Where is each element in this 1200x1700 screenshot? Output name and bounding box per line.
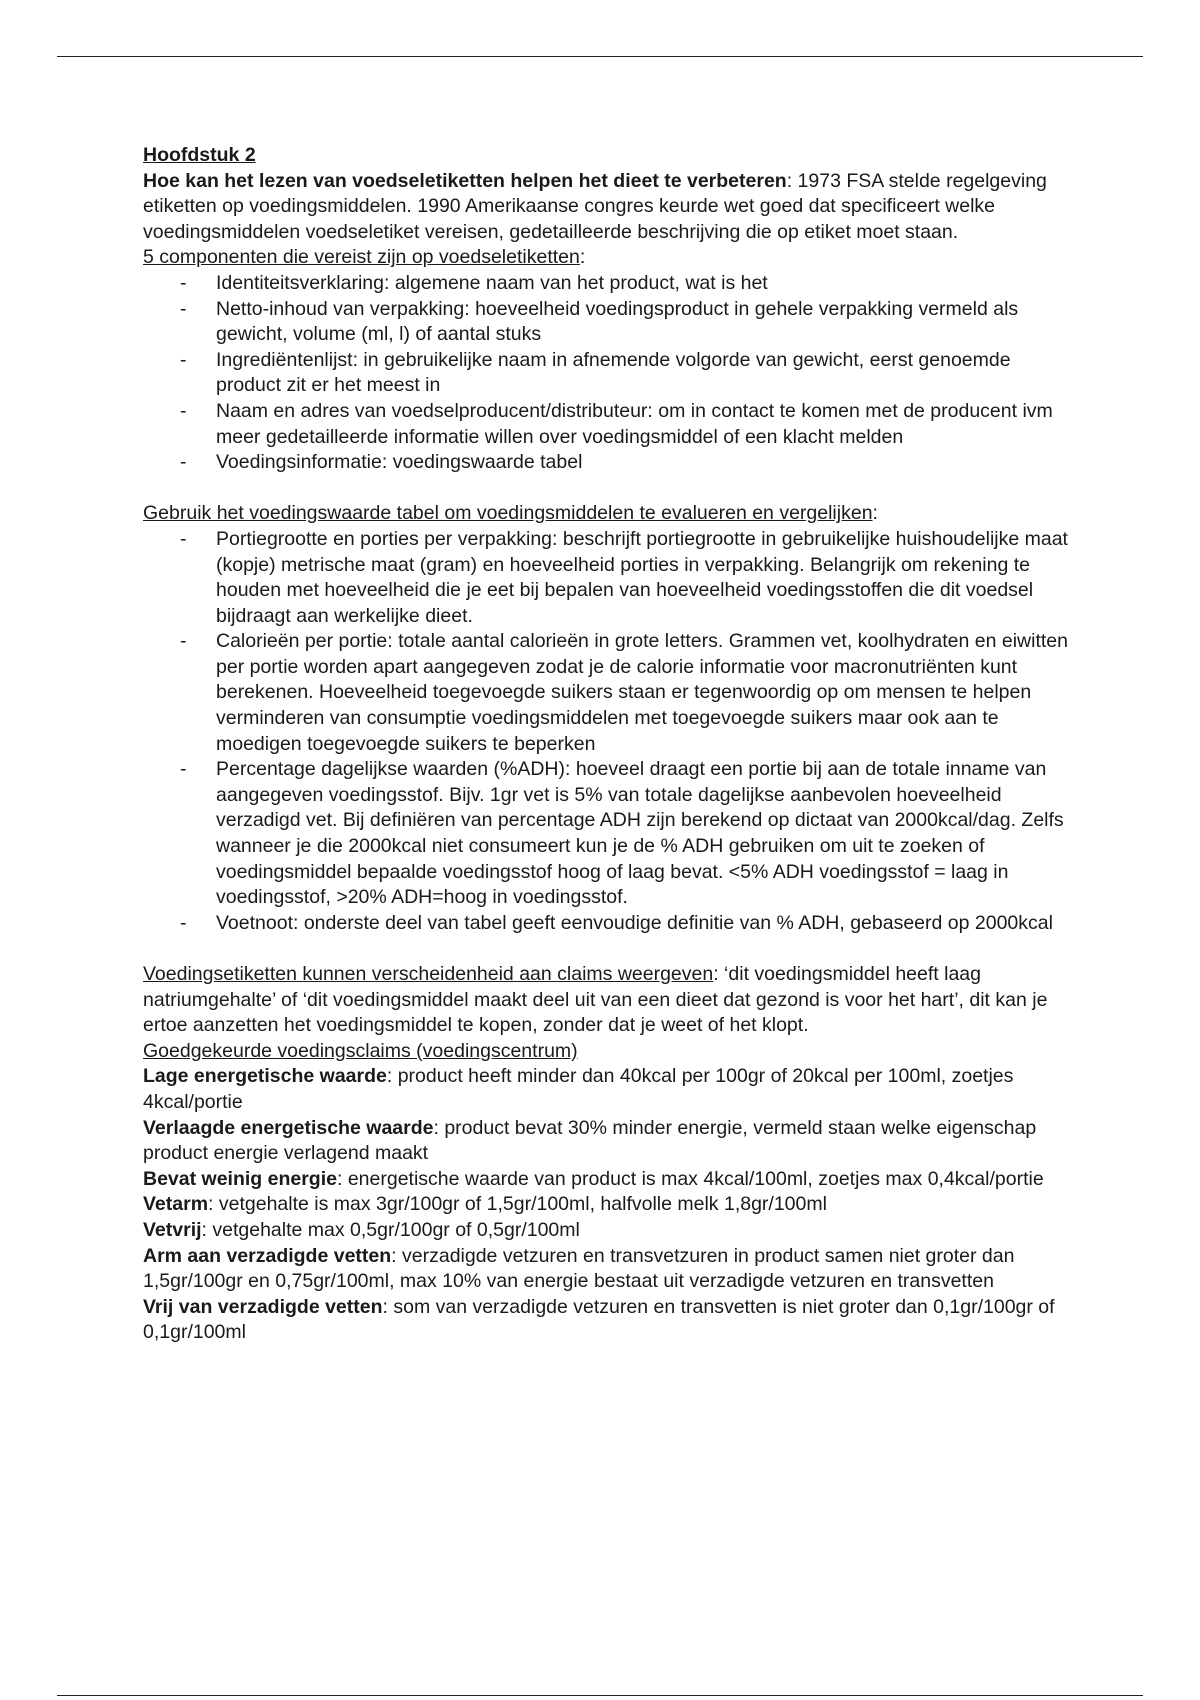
list-item: - Calorieën per portie: totale aantal calorieën in grote letters. Grammen vet, koolhydraten en eiwitten per portie worden apart aangegeven zodat je de calorie informatie voor macronutriënten kunt berekenen. Hoeveelheid toegevoegde suikers staan er tegenwoordig op om mensen te helpen verminderen van consumptie voedingsmiddelen met toegevoegde suikers maar ook aan te moedigen toegevoegde suikers te beperken [216, 629, 1068, 757]
claim-def: : energetische waarde van product is max 4kcal/100ml, zoetjes max 0,4kcal/portie [336, 1167, 1044, 1190]
claim-def: : verzadigde vetzuren en transvetzuren in product samen niet groter dan 1,5gr/100gr en 0,75gr/100ml, max 10% van energie bestaat uit verzadigde vetzuren en transvetten [143, 1244, 1015, 1293]
approved-heading: Goedgekeurde voedingsclaims (voedingscentrum) [143, 1039, 578, 1062]
components-list [143, 271, 1068, 476]
claim-term: Bevat weinig energie [143, 1167, 337, 1190]
claim-term: Arm aan verzadigde vetten [143, 1244, 392, 1267]
claims-paragraph [143, 962, 1068, 1039]
table-usage-list [143, 527, 1068, 937]
claim-definition [143, 1218, 1068, 1244]
components-heading: 5 componenten die vereist zijn op voedseletiketten [143, 246, 580, 269]
claim-def: : vetgehalte max 0,5gr/100gr of 0,5gr/100ml [201, 1218, 580, 1241]
list-item: - Percentage dagelijkse waarden (%ADH): hoeveel draagt een portie bij aan de totale inname van aangegeven voedingsstof. Bijv. 1gr vet is 5% van totale dagelijkse aanbevolen hoeveelheid verzadigd vet. Bij definiëren van percentage ADH zijn berekend op dictaat van 2000kcal/dag. Zelfs wanneer je die 2000kcal niet consumeert kun je de % ADH gebruiken om uit te zoeken of voedingsmiddel bepaalde voedingsstof hoog of laag bevat. <5% ADH voedingsstof = laag in voedingsstof, >20% ADH=hoog in voedingsstof. [216, 757, 1068, 911]
claim-term: Verlaagde energetische waarde [143, 1116, 434, 1139]
list-item: - Ingrediëntenlijst: in gebruikelijke naam in afnemende volgorde van gewicht, eerst genoemde product zit er het meest in [216, 348, 1068, 399]
claim-term: Vrij van verzadigde vetten [143, 1295, 383, 1318]
list-item: - Identiteitsverklaring: algemene naam van het product, wat is het [216, 271, 1068, 297]
claims-text: : ‘dit voedingsmiddel heeft laag natriumgehalte’ of ‘dit voedingsmiddel maakt deel uit van een dieet dat gezond is voor het hart’, dit kan je ertoe aanzetten het voedingsmiddel te kopen, zonder dat je weet of het klopt. [143, 963, 1048, 1037]
claim-definition [143, 1116, 1068, 1167]
footer-rule [57, 1695, 1143, 1696]
claim-def: : product heeft minder dan 40kcal per 100gr of 20kcal per 100ml, zoetjes 4kcal/portie [143, 1065, 1014, 1113]
claim-term: Vetarm [143, 1193, 209, 1216]
claim-definition [143, 1244, 1068, 1295]
intro-text: : 1973 FSA stelde regelgeving etiketten op voedingsmiddelen. 1990 Amerikaanse congres keurde wet goed dat specificeert welke voedingsmiddelen voedseletiket vereisen, gedetailleerde beschrijving die op etiket moet staan. [143, 169, 1047, 243]
list-item: - Netto-inhoud van verpakking: hoeveelheid voedingsproduct in gehele verpakking vermeld als gewicht, volume (ml, l) of aantal stuks [216, 297, 1068, 348]
document-page [143, 143, 1068, 1346]
spacer [143, 476, 1068, 502]
list-item: - Voedingsinformatie: voedingswaarde tabel [216, 450, 1068, 476]
chapter-title: Hoofdstuk 2 [143, 144, 256, 166]
table-usage-heading: Gebruik het voedingswaarde tabel om voedingsmiddelen te evalueren en vergelijken [143, 502, 873, 525]
claim-def: : som van verzadigde vetzuren en transvetten is niet groter dan 0,1gr/100gr of 0,1gr/100ml [143, 1295, 1055, 1344]
table-usage-heading-line: Gebruik het voedingswaarde tabel om voedingsmiddelen te evalueren en vergelijken: [143, 502, 878, 525]
components-heading-line: 5 componenten die vereist zijn op voedseletiketten: [143, 246, 586, 269]
claims-heading: Voedingsetiketten kunnen verscheidenheid aan claims weergeven [143, 963, 714, 985]
claim-term: Vetvrij [143, 1218, 202, 1241]
claim-def: : vetgehalte is max 3gr/100gr of 1,5gr/100ml, halfvolle melk 1,8gr/100ml [208, 1193, 827, 1216]
list-item: - Portiegrootte en porties per verpakking: beschrijft portiegrootte in gebruikelijke huishoudelijke maat (kopje) metrische maat (gram) en hoeveelheid porties in verpakking. Belangrijk om rekening te houden met hoeveelheid die je eet bij bepalen van hoeveelheid voedingsstoffen die dit voedsel bijdraagt aan werkelijke dieet. [216, 527, 1068, 629]
claim-definition [143, 1192, 1068, 1218]
list-item: - Naam en adres van voedselproducent/distributeur: om in contact te komen met de producent ivm meer gedetailleerde informatie willen over voedingsmiddel of een klacht melden [216, 399, 1068, 450]
claim-definition [143, 1064, 1068, 1115]
intro-paragraph [143, 169, 1068, 246]
claim-definition [143, 1295, 1068, 1346]
spacer [143, 936, 1068, 962]
header-rule [57, 56, 1143, 57]
intro-bold: Hoe kan het lezen van voedseletiketten helpen het dieet te verbeteren [143, 169, 787, 192]
claim-term: Lage energetische waarde [143, 1065, 387, 1088]
list-item: - Voetnoot: onderste deel van tabel geeft eenvoudige definitie van % ADH, gebaseerd op 2000kcal [216, 911, 1068, 937]
claim-def: : product bevat 30% minder energie, vermeld staan welke eigenschap product energie verlagend maakt [143, 1116, 1037, 1165]
claim-definition [143, 1167, 1068, 1193]
